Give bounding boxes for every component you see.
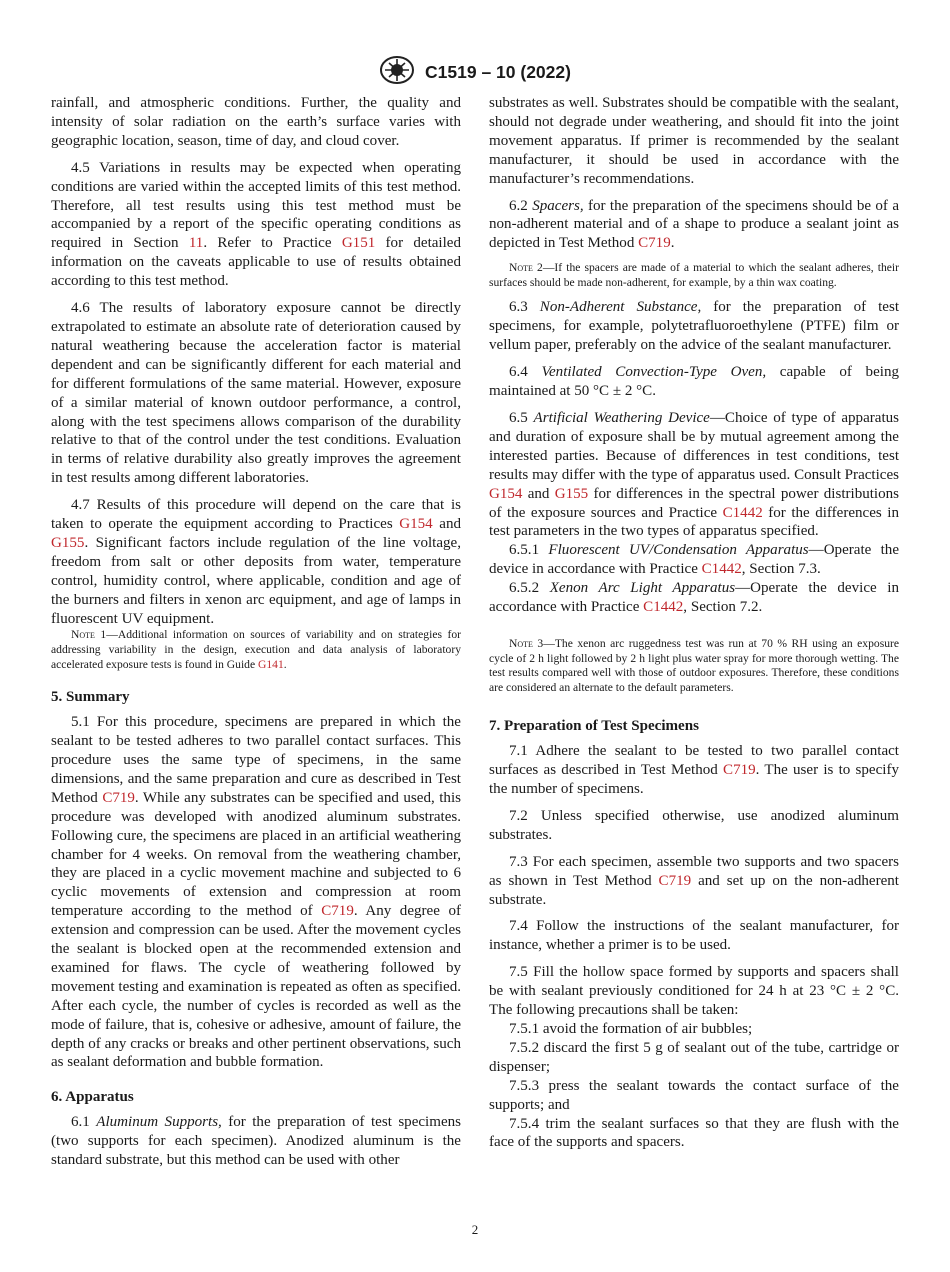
- note-2: Note 2—If the spacers are made of a material to which the sealant adheres, their surfaces should be made non-adherent, for example, by a thin wax coating.: [489, 261, 899, 289]
- link-g154[interactable]: G154: [399, 516, 433, 533]
- paragraph-4-5: 4.5 Variations in results may be expected when operating conditions are varied within the accepted limits of this test method. Therefore, all test results using this test method must be accompanied by a report of the specific operating conditions as required in Section 11. Refer to Practice G151 for detailed information on the caveats applicable to use of results obtained according to this test method.: [51, 159, 461, 290]
- page-header: [0, 55, 950, 90]
- paragraph-6-1: 6.1 Aluminum Supports, for the preparation of test specimens (two supports for each specimen). Anodized aluminum is the standard substrate, but this method can be used with other: [51, 1114, 461, 1169]
- left-column: [51, 94, 461, 1178]
- paragraph-7-5-1: 7.5.1 avoid the formation of air bubbles;: [509, 1021, 753, 1037]
- paragraph-7-3: 7.3 For each specimen, assemble two supports and two spacers as shown in Test Method C719 and set up on the non-adherent substrate.: [489, 853, 899, 908]
- paragraph-7-5-2: 7.5.2 discard the first 5 g of sealant out of the tube, cartridge or dispenser;: [489, 1039, 899, 1075]
- link-c1442[interactable]: C1442: [701, 561, 742, 578]
- page-number: 2: [471, 1222, 479, 1237]
- right-column: [489, 94, 899, 1152]
- link-c719[interactable]: C719: [658, 872, 692, 889]
- document-designation: C1519 – 10 (2022): [425, 62, 571, 82]
- link-g141[interactable]: G141: [258, 657, 284, 671]
- section-5-heading: 5. Summary: [51, 689, 130, 706]
- link-g155[interactable]: G155: [51, 534, 85, 551]
- link-c1442[interactable]: C1442: [722, 504, 763, 521]
- paragraph-6-5: 6.5 Artificial Weathering Device—Choice of type of apparatus and duration of exposure shall be by mutual agreement among the interested parties. Because of differences in test conditions, test results may differ with the type of apparatus used. Consult Practices G154 and G155 for differences in the spectral power distributions of the exposure sources and Practice C1442 for the differences in test parameters in the two types of apparatus specified.: [489, 409, 900, 540]
- link-c719[interactable]: C719: [638, 235, 671, 252]
- paragraph-4-6: 4.6 The results of laboratory exposure cannot be directly extrapolated to estimate an absolute rate of deterioration caused by natural weathering because the acceleration factor is material dependent and can be significantly different for each material and for different formulations of the same material. However, exposure of a similar material of known outdoor performance, a control, along with the test specimens allows comparison of the durability relative to that of the control under the test conditions. Evaluation in terms of relative durability also greatly improves the agreement in test results among different laboratories.: [51, 300, 461, 487]
- link-section-11[interactable]: 11: [188, 235, 204, 252]
- paragraph-7-5: 7.5 Fill the hollow space formed by supports and spacers shall be with sealant previously conditioned for 24 h at 23 °C ± 2 °C. The following precautions shall be taken:: [489, 964, 899, 1019]
- paragraph-4-7: 4.7 Results of this procedure will depend on the care that is taken to operate the equipment according to Practices G154 and G155. Significant factors include regulation of the line voltage, freedom from salt or other deposits from water, temperature control, humidity control, where applicable, condition and age of the burners and filters in xenon arc equipment, and age of lamps in fluorescent UV equipment.: [51, 497, 461, 627]
- paragraph-7-2: 7.2 Unless specified otherwise, use anodized aluminum substrates.: [489, 807, 899, 843]
- link-g154[interactable]: G154: [489, 485, 523, 502]
- paragraph-6-4: 6.4 Ventilated Convection-Type Oven, capable of being maintained at 50 °C ± 2 °C.: [489, 364, 899, 400]
- paragraph-6-2: 6.2 Spacers, for the preparation of the specimens should be of a non-adherent material and of a shape to produce a sealant joint as depicted in Test Method C719.: [489, 197, 899, 252]
- link-c719[interactable]: C719: [321, 903, 354, 920]
- note-1: Note 1—Additional information on sources of variability and on strategies for addressing variability in the design, execution and data analysis of laboratory accelerated exposure tests is found in Guide G141.: [51, 628, 462, 671]
- paragraph-4-4-continued: rainfall, and atmospheric conditions. Further, the quality and intensity of solar radiation on the earth’s surface varies with geographic location, season, time of day, and cloud cover.: [51, 95, 461, 149]
- paragraph-7-1: 7.1 Adhere the sealant to be tested to two parallel contact surfaces as described in Test Method C719. The user is to specify the number of specimens.: [489, 743, 899, 798]
- link-g155[interactable]: G155: [554, 485, 589, 502]
- link-g151[interactable]: G151: [341, 235, 376, 252]
- paragraph-7-5-3: 7.5.3 press the sealant towards the contact surface of the supports; and: [489, 1077, 899, 1113]
- note-3: Note 3—The xenon arc ruggedness test was run at 70 % RH using an exposure cycle of 2 h light followed by 2 h light plus water spray for more thorough wetting. The test results compared well with those of outdoor exposures. Therefore, these conditions are considered an alternate to the default parameters.: [489, 636, 900, 694]
- section-6-heading: 6. Apparatus: [51, 1089, 134, 1106]
- link-c719[interactable]: C719: [102, 789, 135, 806]
- paragraph-5-1: 5.1 For this procedure, specimens are prepared in which the sealant to be tested adheres to two parallel contact surfaces. This procedure uses the same type of specimens, in the same dimensions, and the same preparation and cure as described in Test Method C719. While any substrates can be specified and used, this procedure was developed with anodized aluminum substrates. Following cure, the specimens are placed in an artificial weathering chamber for 4 weeks. On removal from the weathering chamber, they are placed in a cyclic movement machine and subjected to 6 cyclic movements of extension and compression at room temperature according to the method of C719. Any degree of extension and compression can be used. After the movement cycles the sealant is blocked open at the recommended extension and examined for flaws. The cycle of weathering followed by movement testing and examination is repeated as often as specified. After each cycle, the number of cycles is recorded as well as the mode of failure, that is, cohesive or adhesive, amount of failure, the depth of any cracks or breaks and other pertinent observations, such as sealant deformation and bubble formation.: [51, 714, 461, 1071]
- astm-logo-icon: [379, 55, 415, 90]
- section-7-heading: 7. Preparation of Test Specimens: [489, 718, 699, 735]
- link-c719[interactable]: C719: [723, 762, 756, 779]
- paragraph-6-1-continued: substrates as well. Substrates should be compatible with the sealant, should not degrade under weathering, and should fit into the joint movement apparatus. If primer is recommended by the sealant manufacturer, it should be used in accordance with the manufacturer’s recommendations.: [489, 95, 899, 187]
- paragraph-6-3: 6.3 Non-Adherent Substance, for the preparation of test specimens, for example, polytetrafluoroethylene (PTFE) film or vellum paper, preferably on the advice of the sealant manufacturer.: [489, 299, 899, 354]
- link-c1442[interactable]: C1442: [643, 599, 684, 616]
- paragraph-7-5-4: 7.5.4 trim the sealant surfaces so that they are flush with the face of the supports and spacers.: [489, 1115, 899, 1151]
- paragraph-7-4: 7.4 Follow the instructions of the sealant manufacturer, for instance, whether a primer is to be used.: [489, 918, 899, 954]
- paragraph-6-5-2: 6.5.2 Xenon Arc Light Apparatus—Operate the device in accordance with Practice C1442, Section 7.2.: [489, 580, 899, 616]
- paragraph-6-5-1: 6.5.1 Fluorescent UV/Condensation Apparatus—Operate the device in accordance with Practice C1442, Section 7.3.: [489, 542, 900, 578]
